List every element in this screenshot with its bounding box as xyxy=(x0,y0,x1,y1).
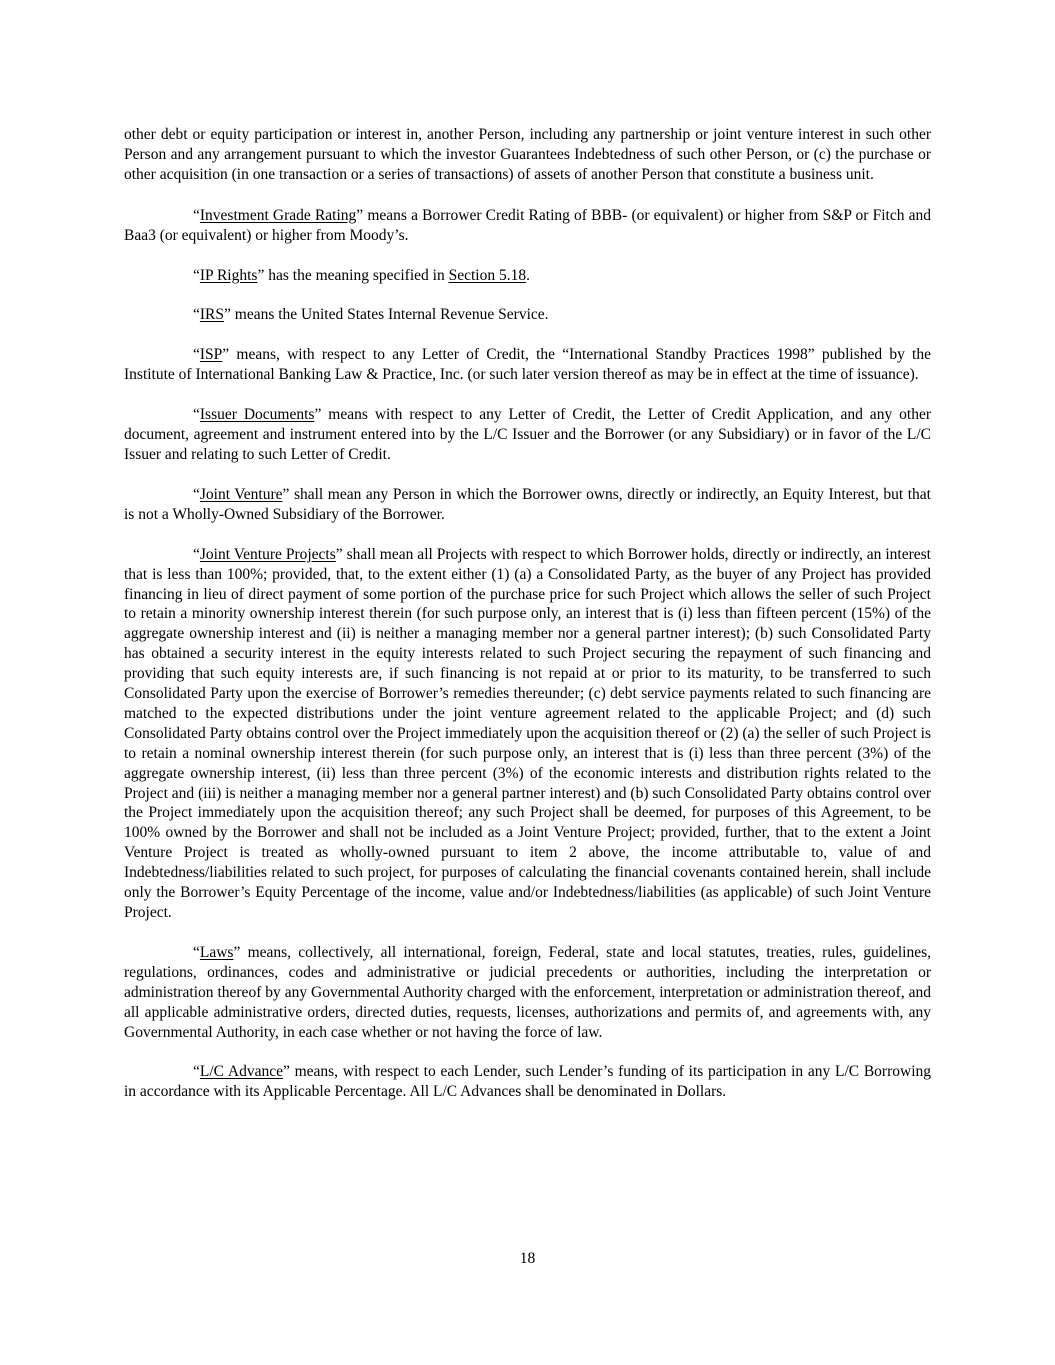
definition-laws xyxy=(124,943,931,1043)
defined-term: ISP xyxy=(199,346,223,364)
definition-investment-grade-rating xyxy=(124,206,931,246)
definition-text: ” shall mean all Projects with respect to which Borrower holds, directly or indirectly, an interest that is less than 100%; provided, that, to the extent either (1) (a) a Consolidated Party, as the buyer of any Project has provided financing in lieu of direct payment of some portion of the purchase price for such Project which allows the seller of such Project to retain a minority ownership interest therein (for such purpose only, an interest that is (i) less than fifteen percent (15%) of the aggregate ownership interest and (ii) is neither a managing member nor a general partner interest); (b) such Consolidated Party has obtained a security interest in the equity interests related to such Project securing the repayment of such financing and providing that such equity interests are, if such financing is not repaid at or prior to its maturity, to be transferred to such Consolidated Party upon the exercise of Borrower’s remedies thereunder; (c) debt service payments related to such financing are matched to the expected distributions under the joint venture agreement related to the applicable Project; and (d) such Consolidated Party obtains control over the Project immediately upon the acquisition thereof or (2) (a) the seller of such Project is to retain a nominal ownership interest therein (for such purpose only, an interest that is (i) less than three percent (3%) of the aggregate ownership interest, (ii) less than three percent (3%) of the economic interests and distribution rights related to the Project and (iii) is neither a managing member nor a general partner interest) and (b) such Consolidated Party obtains control over the Project immediately upon the acquisition thereof; any such Project shall be deemed, for purposes of this Agreement, to be 100% owned by the Borrower and shall not be included as a Joint Venture Project; provided, further, that to the extent a Joint Venture Project is treated as wholly-owned pursuant to item 2 above, the income attributable to, value of and Indebtedness/liabilities related to such project, for purposes of calculating the financial covenants contained herein, shall include only the Borrower’s Equity Percentage of the income, value and/or Indebtedness/liabilities (as applicable) of such Joint Venture Project. xyxy=(124,545,931,921)
open-quote: “ xyxy=(193,266,200,284)
definition-text: ” means with respect to any Letter of Credit, the Letter of Credit Application, and any other document, agreement and instrument entered into by the L/C Issuer and the Borrower (or any Subsidiary) or in favor of the L/C Issuer and relating to such Letter of Credit. xyxy=(124,406,931,463)
defined-term: IRS xyxy=(199,306,225,324)
definition-ip-rights xyxy=(124,266,931,286)
definition-text: ” shall mean any Person in which the Borrower owns, directly or indirectly, an Equity Interest, but that is not a Wholly-Owned Subsidiary of the Borrower. xyxy=(124,485,931,523)
page-number: 18 xyxy=(519,1250,536,1267)
definition-text: ” means, with respect to any Letter of Credit, the “International Standby Practices 1998” published by the Institute of International Banking Law & Practice, Inc. (or such later version thereof as may be in effect at the time of issuance). xyxy=(124,346,931,384)
definition-joint-venture-projects xyxy=(124,545,931,923)
open-quote: “ xyxy=(193,406,200,424)
definition-text: ” means a Borrower Credit Rating of BBB- (or equivalent) or higher from S&P or Fitch and Baa3 (or equivalent) or higher from Moody’s. xyxy=(124,206,931,244)
paragraph-text: other debt or equity participation or interest in, another Person, including any partnership or joint venture interest in such other Person and any arrangement pursuant to which the investor Guarantees Indebtedness of such other Person, or (c) the purchase or other acquisition (in one transaction or a series of transactions) of assets of another Person that constitute a business unit. xyxy=(124,126,931,183)
definition-issuer-documents xyxy=(124,405,931,465)
definition-text: ” means, with respect to each Lender, such Lender’s funding of its participation in any L/C Borrowing in accordance with its Applicable Percentage. All L/C Advances shall be denominated in Dollars. xyxy=(124,1063,932,1101)
definition-irs xyxy=(124,305,931,325)
open-quote: “ xyxy=(193,943,200,961)
open-quote: “ xyxy=(193,206,200,224)
defined-term: IP Rights xyxy=(199,266,258,284)
paragraph-continuation xyxy=(124,125,931,185)
document-page xyxy=(124,125,931,1102)
open-quote: “ xyxy=(193,306,200,324)
open-quote: “ xyxy=(193,545,200,563)
defined-term: Issuer Documents xyxy=(199,406,315,424)
open-quote: “ xyxy=(193,1063,200,1081)
open-quote: “ xyxy=(193,485,200,503)
definition-lc-advance xyxy=(124,1062,931,1102)
defined-term: Joint Venture xyxy=(199,485,283,503)
defined-term: Investment Grade Rating xyxy=(199,206,357,224)
defined-term: Joint Venture Projects xyxy=(199,545,336,563)
open-quote: “ xyxy=(193,346,200,364)
definition-isp xyxy=(124,345,931,385)
defined-term: Laws xyxy=(199,943,234,961)
definition-text: ” means, collectively, all international, foreign, Federal, state and local statutes, treaties, rules, guidelines, regulations, ordinances, codes and administrative or judicial precedents or authorities, including the interpretation or administration thereof by any Governmental Authority charged with the enforcement, interpretation or administration thereof, and all applicable administrative orders, directed duties, requests, licenses, authorizations and permits of, and agreements with, any Governmental Authority, in each case whether or not having the force of law. xyxy=(124,943,931,1041)
defined-term: L/C Advance xyxy=(199,1063,283,1081)
definition-text: ” has the meaning specified in xyxy=(257,266,449,284)
definition-text: ” means the United States Internal Revenue Service. xyxy=(224,306,549,324)
definition-joint-venture xyxy=(124,485,931,525)
definition-tail: . xyxy=(526,266,530,284)
section-reference-link[interactable]: Section 5.18 xyxy=(448,266,527,284)
